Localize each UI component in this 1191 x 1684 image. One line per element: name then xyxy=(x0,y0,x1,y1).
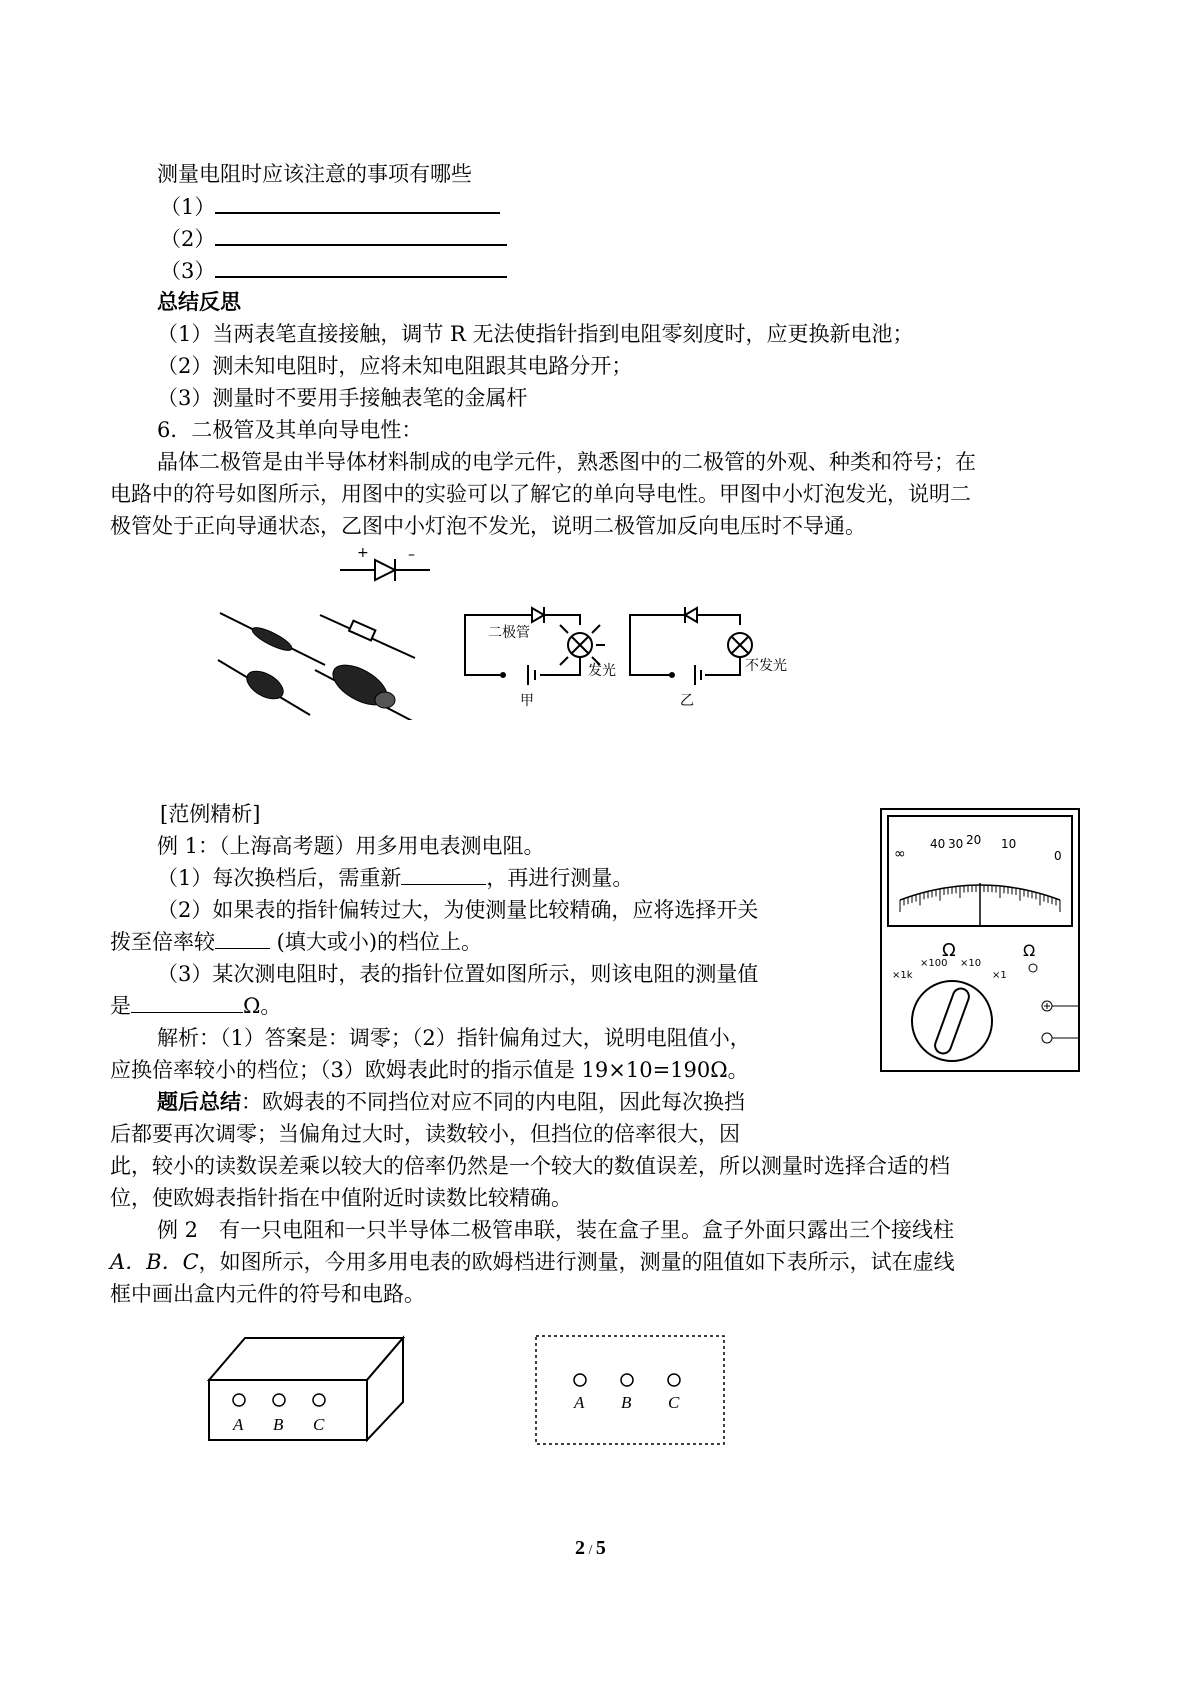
example1-title: 例 1：（上海高考题）用多用电表测电阻。 xyxy=(157,834,545,858)
range-x10: ×10 xyxy=(960,958,982,969)
notes-item-1: （1） xyxy=(160,192,500,221)
dashed-terminal-c: C xyxy=(668,1393,680,1412)
dashed-terminal-a: A xyxy=(574,1393,585,1412)
notes-item-2: （2） xyxy=(160,224,507,253)
diode-symbol xyxy=(340,559,430,581)
omega-symbol: Ω xyxy=(942,940,956,961)
range-x100: ×100 xyxy=(920,958,948,969)
circuit-jia xyxy=(465,607,605,685)
example1-analysis-1: 解析：（1）答案是：调零；（2）指针偏角过大，说明电阻值小， xyxy=(157,1026,751,1050)
circuit-yi xyxy=(630,607,752,685)
scale-label-0: 0 xyxy=(1054,849,1062,863)
diode-para-3: 极管处于正向导通状态，乙图中小灯泡不发光，说明二极管加反向电压时不导通。 xyxy=(110,514,866,538)
example1-q3-line1: （3）某次测电阻时，表的指针位置如图所示，则该电阻的测量值 xyxy=(157,962,759,986)
summary-point-1: （1）当两表笔直接接触，调节 R 无法使指针指到电阻零刻度时，应更换新电池； xyxy=(157,322,914,346)
box-terminal-b: B xyxy=(273,1415,284,1434)
diode-photos xyxy=(218,613,420,720)
box-terminal-a: A xyxy=(233,1415,244,1434)
omega-adjust-icon: Ω xyxy=(1023,941,1036,960)
summary-heading: 总结反思 xyxy=(157,289,241,314)
section-title: [范例精析] xyxy=(160,802,261,826)
label-diode: 二极管 xyxy=(488,625,530,641)
example1-post-4: 位，使欧姆表指针指在中值附近时读数比较精确。 xyxy=(110,1186,572,1210)
diode-para-1: 晶体二极管是由半导体材料制成的电学元件，熟悉图中的二极管的外观、种类和符号；在 xyxy=(157,450,976,474)
example1-post-3: 此，较小的读数误差乘以较大的倍率仍然是一个较大的数值误差，所以测量时选择合适的档 xyxy=(110,1154,950,1178)
example1-q1: （1）每次换档后，需重新 ，再进行测量。 xyxy=(157,866,634,890)
label-unlit: 不发光 xyxy=(745,658,787,674)
example1-post-1: 题后总结：欧姆表的不同挡位对应不同的内电阻，因此每次换挡 xyxy=(157,1089,745,1114)
page-number: 2 / 5 xyxy=(575,1537,606,1559)
terminal-negative xyxy=(1042,1033,1052,1043)
diode-para-2: 电路中的符号如图所示，用图中的实验可以了解它的单向导电性。甲图中小灯泡发光，说明二 xyxy=(110,482,971,506)
notes-title: 测量电阻时应该注意的事项有哪些 xyxy=(157,162,472,186)
label-lit: 发光 xyxy=(588,663,616,679)
example1-q3-line2: 是 Ω。 xyxy=(110,994,282,1018)
example1-analysis-2: 应换倍率较小的档位；（3）欧姆表此时的指示值是 19×10=190Ω。 xyxy=(110,1058,749,1082)
scale-label-20: 20 xyxy=(966,833,982,847)
example1-q2-line1: （2）如果表的指针偏转过大，为使测量比较精确，应将选择开关 xyxy=(157,898,759,922)
scale-label-40: 40 xyxy=(930,837,946,851)
label-jia: 甲 xyxy=(520,693,534,709)
diode-plus-sign: + xyxy=(357,545,369,561)
notes-item-3: （3） xyxy=(160,256,507,285)
example1-q2-line2: 拨至倍率较 (填大或小)的档位上。 xyxy=(110,930,483,954)
box-terminal-c: C xyxy=(313,1415,325,1434)
scale-label-10: 10 xyxy=(1001,837,1017,851)
summary-point-3: （3）测量时不要用手接触表笔的金属杆 xyxy=(157,386,528,410)
diode-heading: 6．二极管及其单向导电性： xyxy=(157,418,423,442)
range-x1k: ×1k xyxy=(892,970,913,981)
example1-post-2: 后都要再次调零；当偏角过大时，读数较小，但挡位的倍率很大，因 xyxy=(110,1122,740,1146)
example2-line2: A．B．C，如图所示，今用多用电表的欧姆档进行测量，测量的阻值如下表所示，试在虚线 xyxy=(110,1250,955,1274)
label-yi: 乙 xyxy=(680,693,694,709)
summary-point-2: （2）测未知电阻时，应将未知电阻跟其电路分开； xyxy=(157,354,633,378)
multimeter-figure xyxy=(880,808,1080,1073)
diode-figure xyxy=(210,545,910,720)
answer-dashed-box xyxy=(535,1335,725,1445)
scale-label-inf: ∞ xyxy=(894,846,906,862)
black-box-figure xyxy=(205,1330,405,1445)
example2-line1: 例 2 有一只电阻和一只半导体二极管串联，装在盒子里。盒子外面只露出三个接线柱 xyxy=(157,1218,955,1242)
scale-label-30: 30 xyxy=(948,837,964,851)
range-x1: ×1 xyxy=(992,970,1007,981)
diode-minus-sign: – xyxy=(408,547,415,563)
dashed-terminal-b: B xyxy=(621,1393,632,1412)
example2-line3: 框中画出盒内元件的符号和电路。 xyxy=(110,1282,425,1306)
